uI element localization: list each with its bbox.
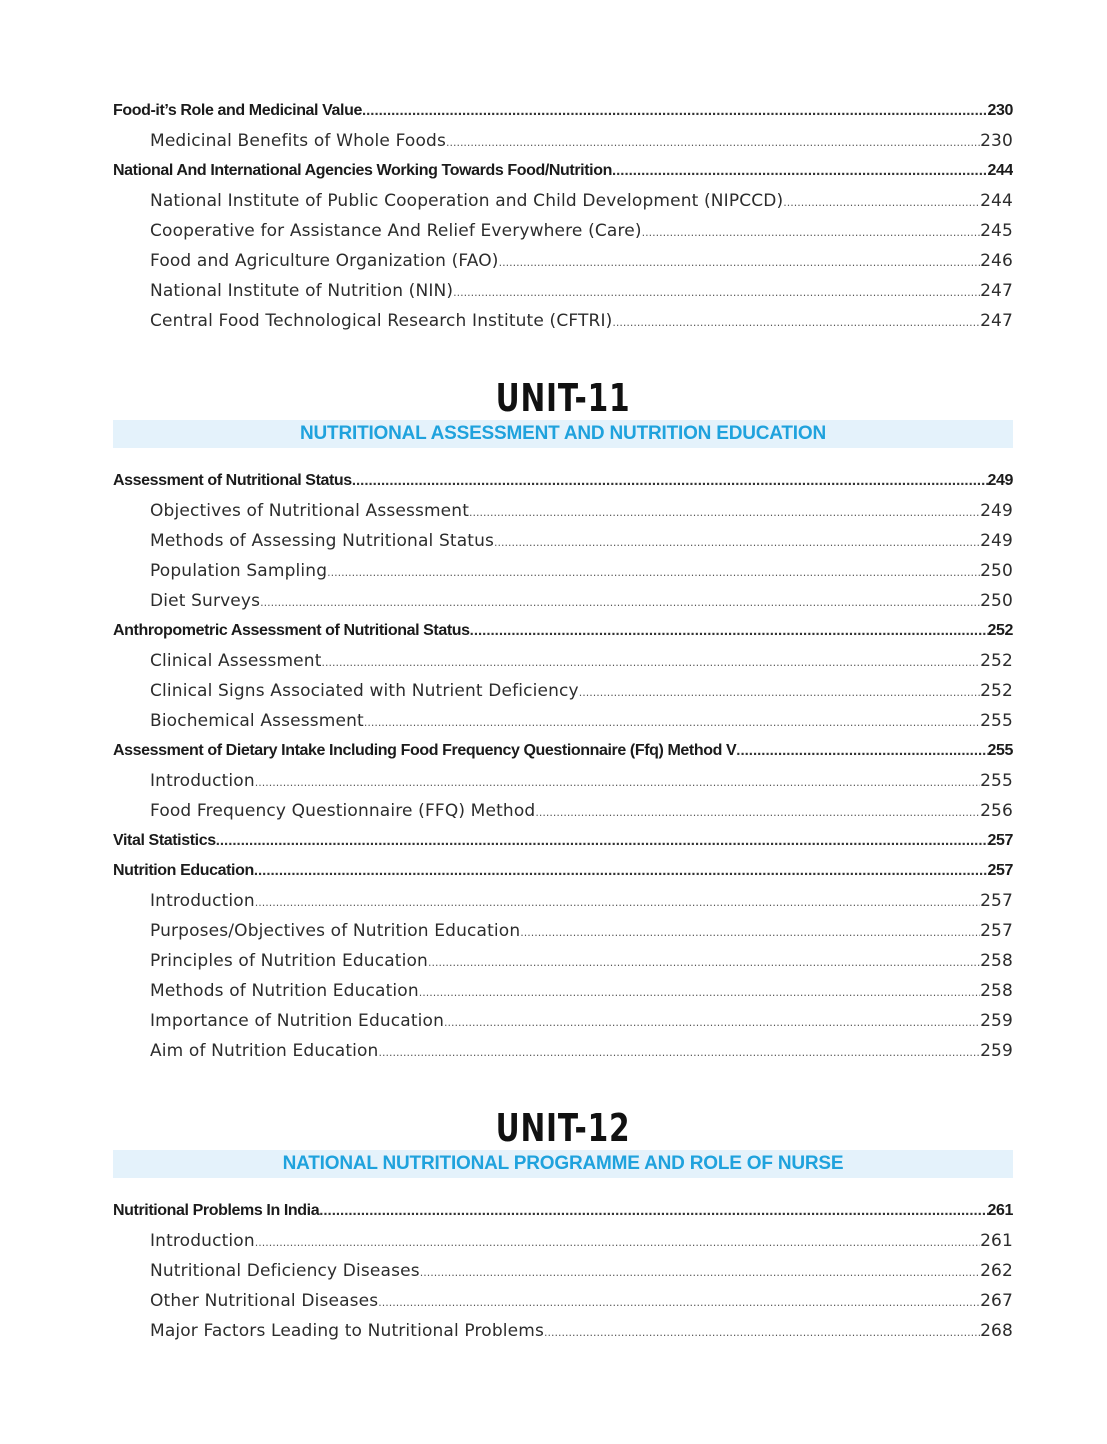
- entry-page-number: 230: [987, 102, 1013, 119]
- dot-leader: [254, 856, 988, 886]
- toc-subentry[interactable]: [113, 126, 1013, 156]
- entry-page-number: 261: [980, 1231, 1013, 1251]
- unit-title-band: NATIONAL NUTRITIONAL PROGRAMME AND ROLE OF NURSE: [113, 1150, 1013, 1178]
- entry-page-number: 250: [980, 591, 1013, 611]
- toc-subentry[interactable]: [113, 186, 1013, 216]
- toc-chapter-entry[interactable]: [113, 616, 1013, 646]
- toc-subentry[interactable]: [113, 796, 1013, 826]
- entry-page-number: 261: [987, 1202, 1013, 1219]
- entry-page-number: 258: [980, 981, 1013, 1001]
- toc-subentry[interactable]: [113, 976, 1013, 1006]
- entry-page-number: 267: [980, 1291, 1013, 1311]
- dot-leader: [444, 1008, 980, 1036]
- toc-subentry[interactable]: [113, 1316, 1013, 1346]
- toc-subentry[interactable]: [113, 276, 1013, 306]
- unit-title-band: NUTRITIONAL ASSESSMENT AND NUTRITION EDUCATION: [113, 420, 1013, 448]
- entry-page-number: 246: [980, 251, 1013, 271]
- dot-leader: [535, 798, 980, 826]
- toc-subentry[interactable]: [113, 946, 1013, 976]
- entry-title: Central Food Technological Research Institute (CFTRI): [150, 311, 613, 331]
- toc-subentry[interactable]: [113, 246, 1013, 276]
- toc-subentry[interactable]: [113, 1006, 1013, 1036]
- toc-subentry[interactable]: [113, 496, 1013, 526]
- dot-leader: [255, 1228, 980, 1256]
- toc-subentry[interactable]: [113, 676, 1013, 706]
- entry-page-number: 256: [980, 801, 1013, 821]
- toc-chapter-entry[interactable]: [113, 466, 1013, 496]
- toc-subentry[interactable]: [113, 916, 1013, 946]
- dot-leader: [420, 1258, 980, 1286]
- entry-page-number: 249: [980, 531, 1013, 551]
- dot-leader: [319, 1196, 987, 1226]
- toc-subentry[interactable]: [113, 706, 1013, 736]
- dot-leader: [612, 308, 980, 336]
- entry-title: Nutritional Deficiency Diseases: [150, 1261, 420, 1281]
- toc-chapter-entry[interactable]: [113, 156, 1013, 186]
- toc-subentry[interactable]: [113, 216, 1013, 246]
- entry-page-number: 244: [980, 191, 1013, 211]
- entry-page-number: 257: [980, 891, 1013, 911]
- entry-page-number: 250: [980, 561, 1013, 581]
- dot-leader: [494, 528, 980, 556]
- dot-leader: [612, 156, 988, 186]
- entry-title: Objectives of Nutritional Assessment: [150, 501, 470, 521]
- entry-title: Importance of Nutrition Education: [150, 1011, 445, 1031]
- dot-leader: [428, 948, 980, 976]
- dot-leader: [364, 708, 980, 736]
- entry-title: Introduction: [150, 1231, 255, 1251]
- entry-title: Introduction: [150, 771, 255, 791]
- toc-subentry[interactable]: [113, 1256, 1013, 1286]
- dot-leader: [255, 768, 980, 796]
- entry-page-number: 249: [980, 501, 1013, 521]
- toc-subentry[interactable]: [113, 1036, 1013, 1066]
- entry-title: Introduction: [150, 891, 255, 911]
- entry-title: Population Sampling: [150, 561, 328, 581]
- dot-leader: [352, 466, 988, 496]
- dot-leader: [544, 1318, 980, 1346]
- entry-title: Aim of Nutrition Education: [150, 1041, 379, 1061]
- entry-title: Methods of Assessing Nutritional Status: [150, 531, 495, 551]
- dot-leader: [446, 128, 980, 156]
- toc-subentry[interactable]: [113, 556, 1013, 586]
- dot-leader: [453, 278, 980, 306]
- entry-title: Methods of Nutrition Education: [150, 981, 419, 1001]
- dot-leader: [255, 888, 980, 916]
- entry-page-number: 245: [980, 221, 1013, 241]
- dot-leader: [520, 918, 980, 946]
- entry-title: National Institute of Public Cooperation and Child Development (NIPCCD): [150, 191, 784, 211]
- dot-leader: [260, 588, 980, 616]
- entry-title: Diet Surveys: [150, 591, 261, 611]
- toc-subentry[interactable]: [113, 306, 1013, 336]
- entry-title: Assessment of Dietary Intake Including Food Frequency Questionnaire (Ffq) Method V: [113, 742, 737, 759]
- entry-page-number: 257: [987, 832, 1013, 849]
- entry-title: Purposes/Objectives of Nutrition Education: [150, 921, 521, 941]
- entry-page-number: 258: [980, 951, 1013, 971]
- entry-page-number: 262: [980, 1261, 1013, 1281]
- toc-subentry[interactable]: [113, 1226, 1013, 1256]
- dot-leader: [736, 736, 987, 766]
- toc-subentry[interactable]: [113, 1286, 1013, 1316]
- entry-title: Cooperative for Assistance And Relief Everywhere (Care): [150, 221, 642, 241]
- entry-title: Principles of Nutrition Education: [150, 951, 428, 971]
- dot-leader: [579, 678, 980, 706]
- entry-title: Nutritional Problems In India: [113, 1202, 320, 1219]
- entry-title: Nutrition Education: [113, 862, 254, 879]
- entry-page-number: 257: [987, 862, 1013, 879]
- entry-page-number: 268: [980, 1321, 1013, 1341]
- dot-leader: [378, 1288, 980, 1316]
- toc-subentry[interactable]: [113, 586, 1013, 616]
- entry-title: National Institute of Nutrition (NIN): [150, 281, 454, 301]
- toc-chapter-entry[interactable]: [113, 736, 1013, 766]
- toc-subentry[interactable]: [113, 646, 1013, 676]
- entry-page-number: 255: [987, 742, 1013, 759]
- dot-leader: [378, 1038, 980, 1066]
- entry-title: Biochemical Assessment: [150, 711, 364, 731]
- dot-leader: [327, 558, 980, 586]
- toc-subentry[interactable]: [113, 766, 1013, 796]
- entry-page-number: 244: [987, 162, 1013, 179]
- entry-title: Food Frequency Questionnaire (FFQ) Method: [150, 801, 536, 821]
- entry-page-number: 259: [980, 1041, 1013, 1061]
- entry-title: National And International Agencies Working Towards Food/Nutrition: [113, 162, 612, 179]
- toc-chapter-entry[interactable]: [113, 826, 1013, 856]
- entry-title: Other Nutritional Diseases: [150, 1291, 379, 1311]
- dot-leader: [642, 218, 980, 246]
- entry-title: Anthropometric Assessment of Nutritional Status: [113, 622, 470, 639]
- entry-title: Medicinal Benefits of Whole Foods: [150, 131, 446, 151]
- toc-subentry[interactable]: [113, 526, 1013, 556]
- dot-leader: [362, 96, 988, 126]
- toc-chapter-entry[interactable]: [113, 856, 1013, 886]
- entry-page-number: 252: [980, 681, 1013, 701]
- entry-title: Major Factors Leading to Nutritional Problems: [150, 1321, 544, 1341]
- toc-subentry[interactable]: [113, 886, 1013, 916]
- entry-page-number: 247: [980, 281, 1013, 301]
- dot-leader: [470, 616, 988, 646]
- dot-leader: [216, 826, 988, 856]
- entry-page-number: 252: [987, 622, 1013, 639]
- entry-title: Assessment of Nutritional Status: [113, 472, 352, 489]
- table-of-contents: [113, 96, 1013, 1346]
- toc-chapter-entry[interactable]: [113, 96, 1013, 126]
- dot-leader: [419, 978, 980, 1006]
- entry-page-number: 247: [980, 311, 1013, 331]
- entry-page-number: 255: [980, 771, 1013, 791]
- dot-leader: [322, 648, 981, 676]
- dot-leader: [469, 498, 980, 526]
- entry-title: Food and Agriculture Organization (FAO): [150, 251, 499, 271]
- entry-page-number: 259: [980, 1011, 1013, 1031]
- entry-page-number: 230: [980, 131, 1013, 151]
- entry-page-number: 255: [980, 711, 1013, 731]
- entry-title: Food-it’s Role and Medicinal Value: [113, 102, 362, 119]
- dot-leader: [783, 188, 980, 216]
- entry-page-number: 252: [980, 651, 1013, 671]
- dot-leader: [499, 248, 981, 276]
- entry-title: Vital Statistics: [113, 832, 216, 849]
- entry-page-number: 257: [980, 921, 1013, 941]
- entry-title: Clinical Assessment: [150, 651, 322, 671]
- entry-title: Clinical Signs Associated with Nutrient Deficiency: [150, 681, 579, 701]
- unit-heading: UNIT-11: [495, 376, 631, 420]
- toc-chapter-entry[interactable]: [113, 1196, 1013, 1226]
- unit-heading: UNIT-12: [495, 1106, 631, 1150]
- entry-page-number: 249: [987, 472, 1013, 489]
